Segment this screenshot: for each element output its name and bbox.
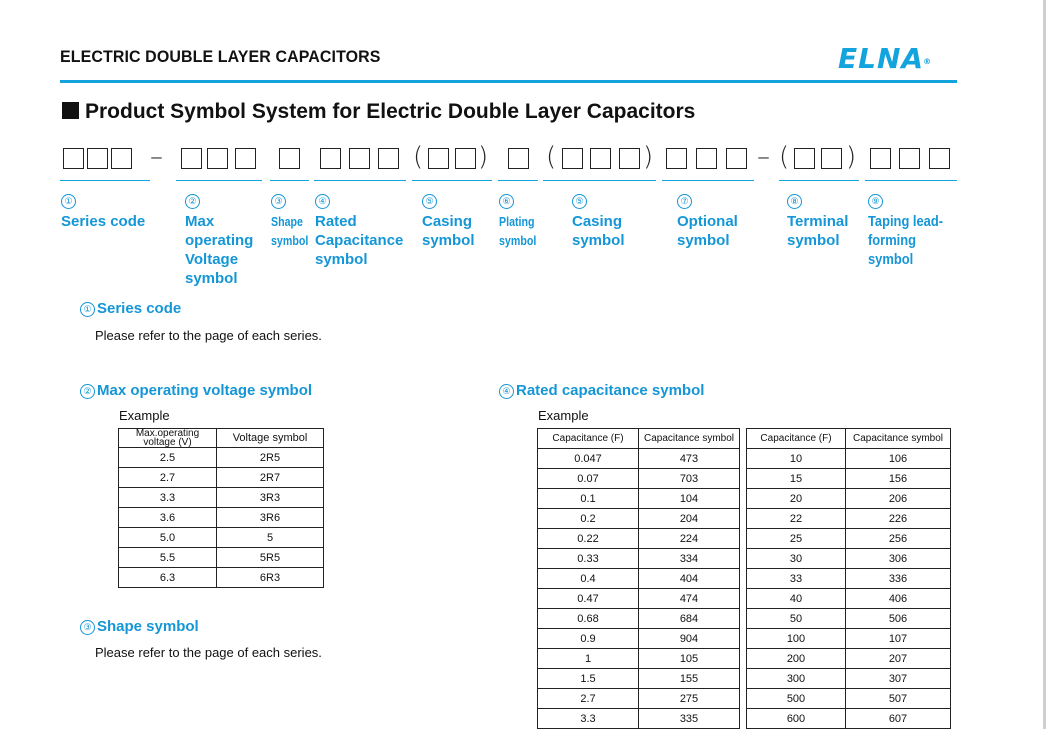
table-row [747,629,951,649]
table-cell: 473 [639,449,740,469]
table-row [538,629,740,649]
table-cell: 107 [846,629,951,649]
table-cell: 10 [747,449,846,469]
column-header: Capacitance (F) [538,429,639,449]
table-row [747,589,951,609]
registered-mark: ® [923,57,933,66]
section-title [62,100,695,124]
table-cell: 275 [639,689,740,709]
series-code-title: Series code [97,300,182,317]
table-row [538,489,740,509]
table-cell: 3R6 [217,508,324,528]
table-cell: 6R3 [217,568,324,588]
code-box [349,148,370,169]
column-header: Voltage symbol [217,429,324,448]
table-row [747,569,951,589]
code-box [63,148,84,169]
voltage-example-label: Example [119,408,170,423]
table-cell: 224 [639,529,740,549]
table-cell: 335 [639,709,740,729]
field-series-code [61,191,171,231]
dash-separator: – [150,142,163,172]
table-header-row [747,429,951,449]
field-underline [60,180,150,181]
table-row [538,669,740,689]
capacitance-example-label: Example [538,408,589,423]
table-row [538,509,740,529]
voltage-symbol-table [118,428,324,588]
table-cell: 506 [846,609,951,629]
close-paren: ) [478,142,489,172]
code-box [508,148,529,169]
table-cell: 256 [846,529,951,549]
table-cell: 500 [747,689,846,709]
table-row [538,469,740,489]
code-box [590,148,611,169]
table-cell: 507 [846,689,951,709]
column-header: Max.operating voltage (V) [119,429,217,448]
table-cell: 40 [747,589,846,609]
table-cell: 336 [846,569,951,589]
table-cell: 5.5 [119,548,217,568]
series-code-note: Please refer to the page of each series. [95,328,322,343]
code-box [821,148,842,169]
table-row [538,689,740,709]
table-cell: 0.4 [538,569,639,589]
table-cell: 204 [639,509,740,529]
field-terminal-symbol [787,191,862,250]
table-row [747,469,951,489]
table-cell: 22 [747,509,846,529]
table-row [119,568,324,588]
table-cell: 200 [747,649,846,669]
field-shape-symbol [271,191,315,250]
section-number: ② [80,384,95,399]
table-row [538,709,740,729]
close-paren: ) [846,142,857,172]
code-box [562,148,583,169]
field-number: ② [185,194,200,209]
close-paren: ) [643,142,654,172]
table-cell: 334 [639,549,740,569]
capacitance-symbol-table-left [537,428,740,729]
field-label: Casing symbol [422,213,475,249]
table-row [119,468,324,488]
table-cell: 307 [846,669,951,689]
table-row [747,509,951,529]
table-cell: 104 [639,489,740,509]
code-box [619,148,640,169]
table-cell: 684 [639,609,740,629]
code-box [794,148,815,169]
capacitance-symbol-heading [499,382,704,399]
table-row [538,609,740,629]
table-cell: 5 [217,528,324,548]
section-title-text: Product Symbol System for Electric Double Layer Capacitors [85,100,696,123]
code-box [279,148,300,169]
field-label: Series code [61,213,146,230]
field-plating-symbol [499,191,545,250]
table-cell: 25 [747,529,846,549]
table-cell: 5.0 [119,528,217,548]
table-row [119,448,324,468]
table-cell: 226 [846,509,951,529]
table-cell: 0.07 [538,469,639,489]
field-label: Casing symbol [572,213,625,249]
elna-logo [838,44,933,74]
square-bullet-icon [62,102,79,119]
table-cell: 105 [639,649,740,669]
field-number: ③ [271,194,286,209]
table-cell: 207 [846,649,951,669]
field-capacitance-symbol [315,191,411,269]
table-row [747,449,951,469]
table-row [119,508,324,528]
table-cell: 306 [846,549,951,569]
code-box [929,148,950,169]
table-cell: 5R5 [217,548,324,568]
document-header-title: ELECTRIC DOUBLE LAYER CAPACITORS [60,47,381,66]
field-number: ④ [315,194,330,209]
shape-symbol-title: Shape symbol [97,618,199,635]
table-row [538,589,740,609]
code-box [111,148,132,169]
open-paren: ( [413,142,424,172]
series-code-heading [80,300,181,317]
table-cell: 2R7 [217,468,324,488]
field-label: Shape symbol [271,214,309,248]
field-taping-symbol [868,191,963,269]
field-number: ⑥ [499,194,514,209]
table-cell: 0.9 [538,629,639,649]
voltage-symbol-heading [80,382,312,399]
code-box [666,148,687,169]
field-label: Taping lead-forming symbol [868,213,944,268]
field-voltage-symbol [185,191,270,288]
table-cell: 0.047 [538,449,639,469]
table-cell: 33 [747,569,846,589]
header-rule [60,80,957,83]
field-casing-symbol-2 [572,191,642,250]
table-cell: 15 [747,469,846,489]
table-cell: 474 [639,589,740,609]
table-cell: 20 [747,489,846,509]
section-number: ① [80,302,95,317]
column-header: Capacitance (F) [747,429,846,449]
table-cell: 50 [747,609,846,629]
table-cell: 3R3 [217,488,324,508]
table-cell: 300 [747,669,846,689]
field-label: Max operating Voltage symbol [185,213,254,287]
table-cell: 206 [846,489,951,509]
table-row [538,529,740,549]
table-row [119,548,324,568]
code-box [235,148,256,169]
code-box [455,148,476,169]
table-cell: 0.33 [538,549,639,569]
table-header-row [538,429,740,449]
field-underline [662,180,754,181]
field-label: Rated Capacitance symbol [315,213,404,268]
table-cell: 0.68 [538,609,639,629]
table-cell: 6.3 [119,568,217,588]
code-box [320,148,341,169]
table-cell: 30 [747,549,846,569]
table-cell: 0.47 [538,589,639,609]
table-cell: 0.1 [538,489,639,509]
field-label: Terminal symbol [787,213,849,249]
field-underline [779,180,859,181]
dash-separator: – [757,142,770,172]
table-cell: 2R5 [217,448,324,468]
field-underline [865,180,957,181]
code-box [378,148,399,169]
table-cell: 703 [639,469,740,489]
column-header: Capacitance symbol [639,429,740,449]
field-underline [176,180,262,181]
field-number: ① [61,194,76,209]
field-underline [314,180,406,181]
table-cell: 156 [846,469,951,489]
table-cell: 904 [639,629,740,649]
table-cell: 2.5 [119,448,217,468]
table-cell: 1 [538,649,639,669]
code-box [870,148,891,169]
table-cell: 106 [846,449,951,469]
code-box [696,148,717,169]
table-row [747,529,951,549]
table-cell: 0.22 [538,529,639,549]
section-number: ④ [499,384,514,399]
field-underline [543,180,656,181]
field-casing-symbol [422,191,492,250]
voltage-symbol-title: Max operating voltage symbol [97,382,313,399]
field-underline [412,180,492,181]
table-row [538,649,740,669]
code-box [726,148,747,169]
table-cell: 100 [747,629,846,649]
table-cell: 0.2 [538,509,639,529]
code-box [87,148,108,169]
field-label: Optional symbol [677,213,738,249]
table-cell: 2.7 [538,689,639,709]
table-row [747,649,951,669]
logo-text: ELNA [838,42,925,75]
table-header-row [119,429,324,448]
field-number: ⑧ [787,194,802,209]
open-paren: ( [779,142,790,172]
table-row [119,528,324,548]
code-box [181,148,202,169]
field-optional-symbol [677,191,757,250]
table-row [747,549,951,569]
table-cell: 2.7 [119,468,217,488]
field-number: ⑤ [422,194,437,209]
code-box [207,148,228,169]
column-header: Capacitance symbol [846,429,951,449]
table-cell: 3.3 [119,488,217,508]
shape-symbol-note: Please refer to the page of each series. [95,645,322,660]
table-row [538,449,740,469]
table-row [538,569,740,589]
table-row [747,689,951,709]
shape-symbol-heading [80,618,199,635]
field-number: ⑨ [868,194,883,209]
capacitance-symbol-table-right [746,428,951,729]
table-cell: 607 [846,709,951,729]
table-cell: 155 [639,669,740,689]
table-row [119,488,324,508]
table-cell: 404 [639,569,740,589]
open-paren: ( [546,142,557,172]
section-number: ③ [80,620,95,635]
table-cell: 1.5 [538,669,639,689]
field-number: ⑦ [677,194,692,209]
table-cell: 406 [846,589,951,609]
field-number: ⑤ [572,194,587,209]
field-label: Plating symbol [499,214,537,248]
capacitance-symbol-title: Rated capacitance symbol [516,382,705,399]
table-cell: 3.6 [119,508,217,528]
code-box [428,148,449,169]
field-underline [498,180,538,181]
table-row [747,489,951,509]
table-cell: 3.3 [538,709,639,729]
table-row [538,549,740,569]
table-cell: 600 [747,709,846,729]
table-row [747,709,951,729]
table-row [747,609,951,629]
field-underline [270,180,309,181]
code-box [899,148,920,169]
table-row [747,669,951,689]
